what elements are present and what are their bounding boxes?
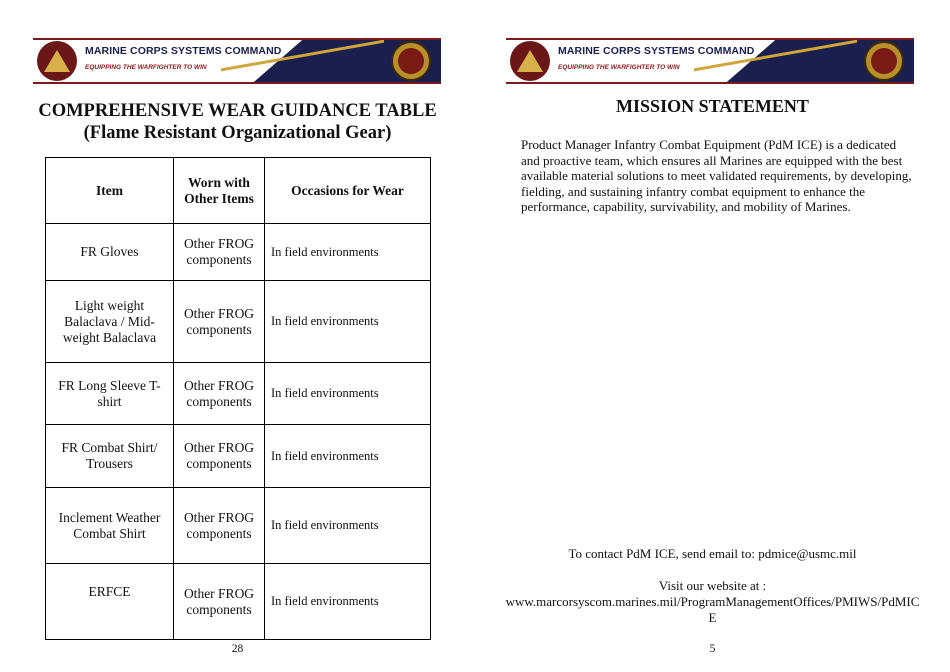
header-occasions: Occasions for Wear <box>265 158 431 224</box>
cell-occasion: In field environments <box>265 363 431 425</box>
table-row <box>46 224 431 281</box>
website-url[interactable]: www.marcorsyscom.marines.mil/ProgramManagementOffices/PMIWS/PdMICE <box>505 594 920 625</box>
website-block <box>475 578 950 626</box>
marine-seal-icon <box>391 41 431 81</box>
page-number: 28 <box>231 643 244 655</box>
cell-occasion: In field environments <box>265 425 431 488</box>
cell-worn-with: Other FROG components <box>174 564 265 640</box>
table-row <box>46 488 431 564</box>
cell-occasion: In field environments <box>265 224 431 281</box>
mission-title: MISSION STATEMENT <box>616 96 809 116</box>
table-row <box>46 363 431 425</box>
wear-guidance-table <box>45 157 431 640</box>
banner-title: MARINE CORPS SYSTEMS COMMAND <box>558 45 755 57</box>
cell-occasion: In field environments <box>265 488 431 564</box>
table-row <box>46 564 431 640</box>
cell-item: FR Combat Shirt/ Trousers <box>46 425 174 488</box>
header-item: Item <box>46 158 174 224</box>
right-page <box>475 0 950 672</box>
cell-worn-with: Other FROG components <box>174 224 265 281</box>
title-line-2: (Flame Resistant Organizational Gear) <box>83 123 392 143</box>
cell-item: FR Long Sleeve T-shirt <box>46 363 174 425</box>
marine-seal-icon <box>864 41 904 81</box>
title-line-1: COMPREHENSIVE WEAR GUIDANCE TABLE <box>38 101 437 121</box>
cell-worn-with: Other FROG components <box>174 488 265 564</box>
cell-worn-with: Other FROG components <box>174 363 265 425</box>
header-worn-with: Worn with Other Items <box>174 158 265 224</box>
banner-subtitle: EQUIPPING THE WARFIGHTER TO WIN <box>85 64 207 71</box>
table-row <box>46 425 431 488</box>
mcsc-emblem-icon <box>510 41 550 81</box>
cell-item: Inclement Weather Combat Shirt <box>46 488 174 564</box>
mission-statement-text: Product Manager Infantry Combat Equipment (PdM ICE) is a dedicated and proactive team, which ensures all Marines are equipped with the best available material solutions to meet validated requirements, by developing, fielding, and sustaining infantry combat equipment to enhance the performance, capability, survivability, and mobility of Marines. <box>521 137 912 214</box>
cell-worn-with: Other FROG components <box>174 281 265 363</box>
banner-subtitle: EQUIPPING THE WARFIGHTER TO WIN <box>558 64 680 71</box>
mcsc-banner <box>33 38 441 84</box>
website-label: Visit our website at : <box>658 578 767 593</box>
page-number: 5 <box>709 643 716 655</box>
cell-occasion: In field environments <box>265 281 431 363</box>
mcsc-emblem-icon <box>37 41 77 81</box>
cell-worn-with: Other FROG components <box>174 425 265 488</box>
banner-title: MARINE CORPS SYSTEMS COMMAND <box>85 45 282 57</box>
contact-text: To contact PdM ICE, send email to: pdmice@usmc.mil <box>568 546 857 561</box>
page-title <box>0 100 475 144</box>
cell-item: FR Gloves <box>46 224 174 281</box>
cell-item: ERFCE <box>46 564 174 640</box>
table-header-row <box>46 158 431 224</box>
cell-item: Light weight Balaclava / Mid-weight Balaclava <box>46 281 174 363</box>
table-row <box>46 281 431 363</box>
cell-occasion: In field environments <box>265 564 431 640</box>
mcsc-banner <box>506 38 914 84</box>
